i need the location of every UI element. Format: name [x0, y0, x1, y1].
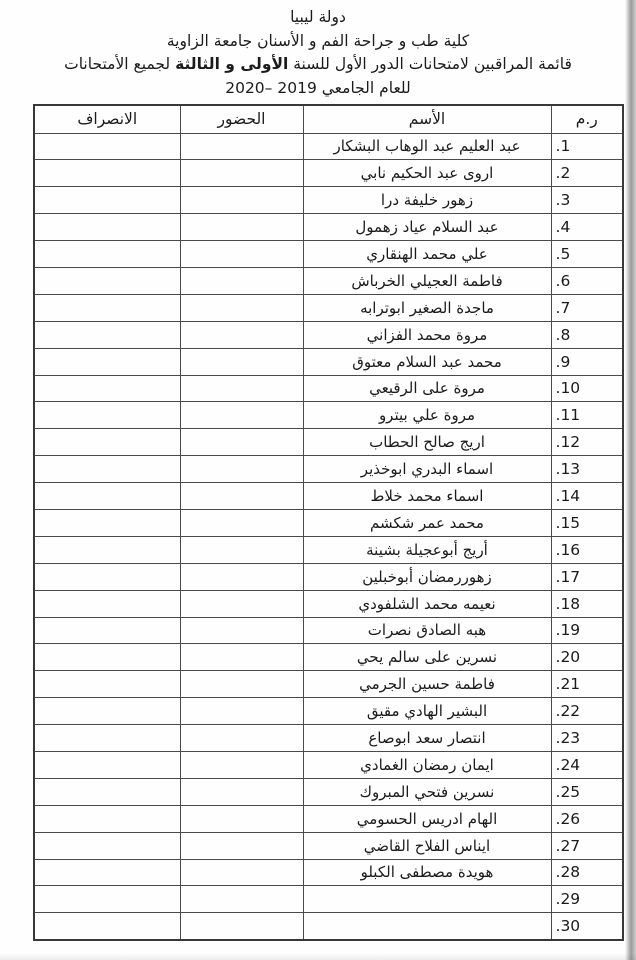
table-row — [34, 133, 623, 160]
row-number-cell: 3. — [551, 187, 623, 214]
departure-cell — [34, 886, 180, 913]
name-cell: انتصار سعد ابوصاع — [303, 725, 551, 752]
departure-cell — [34, 321, 180, 348]
table-row — [34, 214, 623, 241]
table-row — [34, 805, 623, 832]
row-number-cell: 21. — [551, 671, 623, 698]
departure-cell — [34, 644, 180, 671]
row-number-cell: 12. — [551, 429, 623, 456]
row-number-cell: 15. — [551, 509, 623, 536]
row-number-cell: 10. — [551, 375, 623, 402]
table-row — [34, 590, 623, 617]
attendance-cell — [180, 294, 303, 321]
row-number-cell: 6. — [551, 267, 623, 294]
attendance-cell — [180, 590, 303, 617]
table-row — [34, 429, 623, 456]
name-cell: نعيمه محمد الشلفودي — [303, 590, 551, 617]
title-desc-post: لجميع الأمتحانات — [64, 55, 176, 73]
departure-cell — [34, 483, 180, 510]
invigilators-table — [33, 104, 624, 941]
table-row — [34, 321, 623, 348]
row-number-cell: 30. — [551, 913, 623, 940]
row-number-cell: 5. — [551, 241, 623, 268]
table-row — [34, 671, 623, 698]
departure-cell — [34, 429, 180, 456]
attendance-cell — [180, 187, 303, 214]
attendance-cell — [180, 725, 303, 752]
attendance-cell — [180, 241, 303, 268]
attendance-cell — [180, 644, 303, 671]
attendance-cell — [180, 859, 303, 886]
title-desc-pre: قائمة المراقبين لامتحانات الدور الأول للسنة — [288, 55, 572, 73]
attendance-cell — [180, 483, 303, 510]
departure-cell — [34, 536, 180, 563]
table-row — [34, 644, 623, 671]
row-number-cell: 2. — [551, 160, 623, 187]
name-cell: اريج صالح الحطاب — [303, 429, 551, 456]
table-row — [34, 402, 623, 429]
departure-cell — [34, 375, 180, 402]
title-country: دولة ليبيا — [290, 8, 346, 26]
name-cell: نسرين فتحي المبروك — [303, 778, 551, 805]
row-number-cell: 8. — [551, 321, 623, 348]
name-cell: مروة علي بيترو — [303, 402, 551, 429]
document-header — [0, 0, 636, 100]
title-list-description — [0, 53, 636, 77]
row-number-cell: 11. — [551, 402, 623, 429]
table-row — [34, 859, 623, 886]
name-cell: زهوررمضان أبوخبلين — [303, 563, 551, 590]
departure-cell — [34, 725, 180, 752]
table-row — [34, 348, 623, 375]
attendance-cell — [180, 214, 303, 241]
name-cell: زهور خليفة درا — [303, 187, 551, 214]
attendance-cell — [180, 429, 303, 456]
table-row — [34, 456, 623, 483]
departure-cell — [34, 294, 180, 321]
attendance-cell — [180, 321, 303, 348]
header-cell-number: ر.م — [551, 105, 623, 133]
table-row — [34, 725, 623, 752]
departure-cell — [34, 241, 180, 268]
attendance-cell — [180, 536, 303, 563]
departure-cell — [34, 456, 180, 483]
departure-cell — [34, 671, 180, 698]
name-cell: محمد عبد السلام معتوق — [303, 348, 551, 375]
table-row — [34, 267, 623, 294]
departure-cell — [34, 698, 180, 725]
name-cell: أريج أبوعجيلة بشينة — [303, 536, 551, 563]
table-row — [34, 913, 623, 940]
departure-cell — [34, 751, 180, 778]
attendance-cell — [180, 778, 303, 805]
table-row — [34, 698, 623, 725]
row-number-cell: 28. — [551, 859, 623, 886]
row-number-cell: 14. — [551, 483, 623, 510]
attendance-cell — [180, 375, 303, 402]
row-number-cell: 24. — [551, 751, 623, 778]
table-header-row — [34, 105, 623, 133]
attendance-cell — [180, 563, 303, 590]
table-row — [34, 483, 623, 510]
name-cell — [303, 913, 551, 940]
row-number-cell: 20. — [551, 644, 623, 671]
header-cell-name: الأسم — [303, 105, 551, 133]
attendance-cell — [180, 617, 303, 644]
departure-cell — [34, 214, 180, 241]
attendance-cell — [180, 509, 303, 536]
name-cell: عبد العليم عبد الوهاب البشكار — [303, 133, 551, 160]
row-number-cell: 25. — [551, 778, 623, 805]
title-college: كلية طب و جراحة الفم و الأسنان جامعة الزاوية — [166, 31, 470, 50]
row-number-cell: 7. — [551, 294, 623, 321]
attendance-cell — [180, 671, 303, 698]
table-row — [34, 563, 623, 590]
name-cell: عبد السلام عياد زهمول — [303, 214, 551, 241]
table-row — [34, 886, 623, 913]
row-number-cell: 19. — [551, 617, 623, 644]
row-number-cell: 17. — [551, 563, 623, 590]
name-cell: ايناس الفلاح القاضي — [303, 832, 551, 859]
departure-cell — [34, 805, 180, 832]
departure-cell — [34, 402, 180, 429]
attendance-cell — [180, 160, 303, 187]
departure-cell — [34, 267, 180, 294]
name-cell: فاطمة حسين الجرمي — [303, 671, 551, 698]
departure-cell — [34, 187, 180, 214]
attendance-cell — [180, 456, 303, 483]
attendance-cell — [180, 133, 303, 160]
table-row — [34, 375, 623, 402]
departure-cell — [34, 563, 180, 590]
table-row — [34, 778, 623, 805]
row-number-cell: 13. — [551, 456, 623, 483]
departure-cell — [34, 348, 180, 375]
scan-edge-shadow-bottom — [0, 953, 636, 960]
attendance-cell — [180, 886, 303, 913]
row-number-cell: 23. — [551, 725, 623, 752]
attendance-cell — [180, 913, 303, 940]
departure-cell — [34, 913, 180, 940]
table-row — [34, 617, 623, 644]
table-row — [34, 294, 623, 321]
header-cell-attendance: الحضور — [180, 105, 303, 133]
table-row — [34, 241, 623, 268]
name-cell: نسرين على سالم يحي — [303, 644, 551, 671]
title-academic-year: للعام الجامعي 2019 –2020 — [225, 78, 411, 97]
table-row — [34, 160, 623, 187]
table-body — [34, 133, 623, 940]
scan-edge-shadow-right — [625, 0, 636, 960]
departure-cell — [34, 832, 180, 859]
departure-cell — [34, 617, 180, 644]
header-cell-departure: الانصراف — [34, 105, 180, 133]
name-cell: اسماء محمد خلاط — [303, 483, 551, 510]
name-cell: اروى عبد الحكيم نابي — [303, 160, 551, 187]
departure-cell — [34, 859, 180, 886]
row-number-cell: 1. — [551, 133, 623, 160]
name-cell: ماجدة الصغير ابوترابه — [303, 294, 551, 321]
row-number-cell: 9. — [551, 348, 623, 375]
attendance-cell — [180, 751, 303, 778]
departure-cell — [34, 778, 180, 805]
table-row — [34, 187, 623, 214]
attendance-cell — [180, 402, 303, 429]
title-desc-bold-years: الأولى و الثالثة — [175, 55, 289, 73]
departure-cell — [34, 133, 180, 160]
row-number-cell: 29. — [551, 886, 623, 913]
attendance-cell — [180, 832, 303, 859]
table-row — [34, 832, 623, 859]
row-number-cell: 16. — [551, 536, 623, 563]
name-cell: اسماء البدري ابوخذير — [303, 456, 551, 483]
name-cell: هويدة مصطفى الكبلو — [303, 859, 551, 886]
departure-cell — [34, 509, 180, 536]
table-row — [34, 536, 623, 563]
row-number-cell: 18. — [551, 590, 623, 617]
row-number-cell: 22. — [551, 698, 623, 725]
name-cell: علي محمد الهنقاري — [303, 241, 551, 268]
row-number-cell: 4. — [551, 214, 623, 241]
name-cell: هبه الصادق نصرات — [303, 617, 551, 644]
name-cell: محمد عمر شكشم — [303, 509, 551, 536]
attendance-cell — [180, 698, 303, 725]
name-cell — [303, 886, 551, 913]
name-cell: البشير الهادي مقيق — [303, 698, 551, 725]
table-header — [34, 105, 623, 133]
name-cell: فاطمة العجيلي الخرباش — [303, 267, 551, 294]
name-cell: ايمان رمضان الغمادي — [303, 751, 551, 778]
attendance-cell — [180, 805, 303, 832]
table-row — [34, 509, 623, 536]
row-number-cell: 27. — [551, 832, 623, 859]
departure-cell — [34, 160, 180, 187]
table-row — [34, 751, 623, 778]
departure-cell — [34, 590, 180, 617]
name-cell: مروة محمد الفزاني — [303, 321, 551, 348]
row-number-cell: 26. — [551, 805, 623, 832]
attendance-cell — [180, 267, 303, 294]
name-cell: مروة على الرقيعي — [303, 375, 551, 402]
name-cell: الهام ادريس الحسومي — [303, 805, 551, 832]
attendance-cell — [180, 348, 303, 375]
